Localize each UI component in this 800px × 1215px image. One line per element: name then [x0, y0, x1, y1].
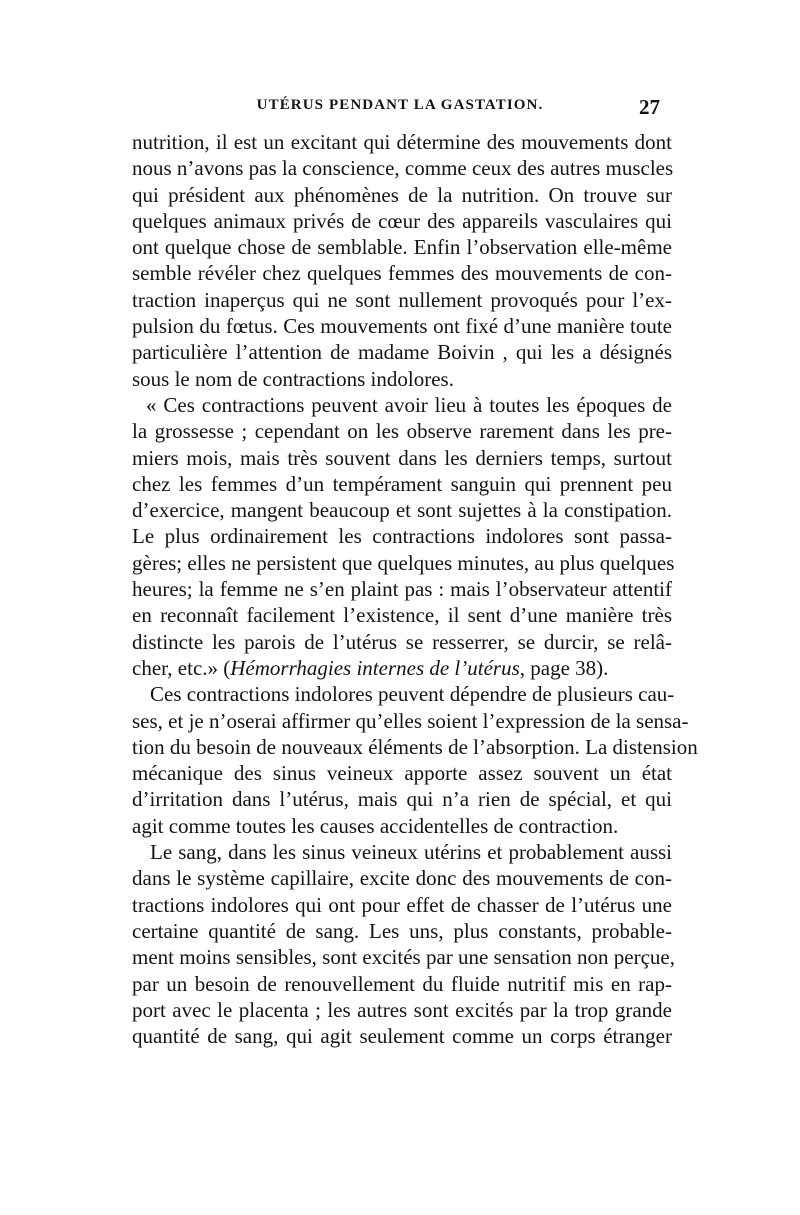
text-line: quantité de sang, qui agit seulement comme un corps étranger: [132, 1024, 672, 1049]
text-line: chez les femmes d’un tempérament sanguin qui prennent peu: [132, 471, 672, 496]
text-line: heures; la femme ne s’en plaint pas : mais l’observateur attentif: [132, 577, 672, 602]
text-line: gères; elles ne persistent que quelques minutes, au plus quelques: [132, 550, 675, 575]
citation-title: Hémorrhagies internes de l’utérus: [230, 655, 520, 680]
text-line: particulière l’attention de madame Boivin , qui les a désignés: [132, 340, 672, 365]
text-line: tion du besoin de nouveaux éléments de l’absorption. La distension: [132, 734, 698, 759]
text-line: miers mois, mais très souvent dans les derniers temps, surtout: [132, 445, 672, 470]
text-line: Le plus ordinairement les contractions indolores sont passa-: [132, 524, 672, 549]
running-head: UTÉRUS PENDANT LA GASTATION.: [256, 97, 544, 113]
text-line: sous le nom de contractions indolores.: [132, 366, 454, 391]
text-line: Le sang, dans les sinus veineux utérins et probablement aussi: [150, 840, 672, 865]
text-line: pulsion du fœtus. Ces mouvements ont fixé d’une manière toute: [132, 314, 672, 339]
page-number: 27: [639, 95, 660, 119]
text-line: tractions indolores qui ont pour effet de chasser de l’utérus une: [132, 892, 672, 917]
text-line: d’irritation dans l’utérus, mais qui n’a rien de spécial, et qui: [132, 787, 672, 812]
text-line: traction inaperçus qui ne sont nullement provoqués pour l’ex-: [132, 287, 672, 312]
text-line: par un besoin de renouvellement du fluide nutritif mis en rap-: [132, 971, 672, 996]
text-line: ses, et je n’oserai affirmer qu’elles soient l’expression de la sensa-: [132, 708, 689, 733]
text-line: ment moins sensibles, sont excités par une sensation non perçue,: [132, 945, 675, 970]
text-line: d’exercice, mangent beaucoup et sont sujettes à la constipation.: [132, 498, 672, 523]
text-line: agit comme toutes les causes accidentelles de contraction.: [132, 813, 619, 838]
citation-line: [132, 655, 672, 681]
text-line: la grossesse ; cependant on les observe rarement dans les pre-: [132, 419, 672, 444]
text-line: semble révéler chez quelques femmes des mouvements de con-: [132, 261, 672, 286]
citation-prefix: cher, etc.» (: [132, 655, 231, 680]
text-line: certaine quantité de sang. Les uns, plus constants, probable-: [132, 918, 672, 943]
text-line: ont quelque chose de semblable. Enfin l’observation elle-même: [132, 235, 672, 260]
text-line: « Ces contractions peuvent avoir lieu à toutes les époques de: [146, 392, 672, 417]
text-line: nutrition, il est un excitant qui détermine des mouvements dont: [132, 130, 672, 154]
text-line: qui président aux phénomènes de la nutrition. On trouve sur: [132, 182, 672, 207]
citation-suffix: , page 38).: [519, 655, 609, 680]
text-line: nous n’avons pas la conscience, comme ceux des autres muscles: [132, 156, 674, 181]
body-text: [132, 129, 698, 1049]
text-line: en reconnaît facilement l’existence, il sent d’une manière très: [132, 603, 672, 628]
text-line: distincte les parois de l’utérus se resserrer, se durcir, se relâ-: [132, 629, 672, 654]
text-line: quelques animaux privés de cœur des appareils vasculaires qui: [132, 208, 672, 233]
page-header: [132, 95, 660, 119]
text-line: Ces contractions indolores peuvent dépendre de plusieurs cau-: [150, 682, 675, 707]
text-line: mécanique des sinus veineux apporte assez souvent un état: [132, 761, 672, 786]
text-line: port avec le placenta ; les autres sont excités par la trop grande: [132, 997, 672, 1022]
text-line: dans le système capillaire, excite donc des mouvements de con-: [132, 866, 672, 891]
